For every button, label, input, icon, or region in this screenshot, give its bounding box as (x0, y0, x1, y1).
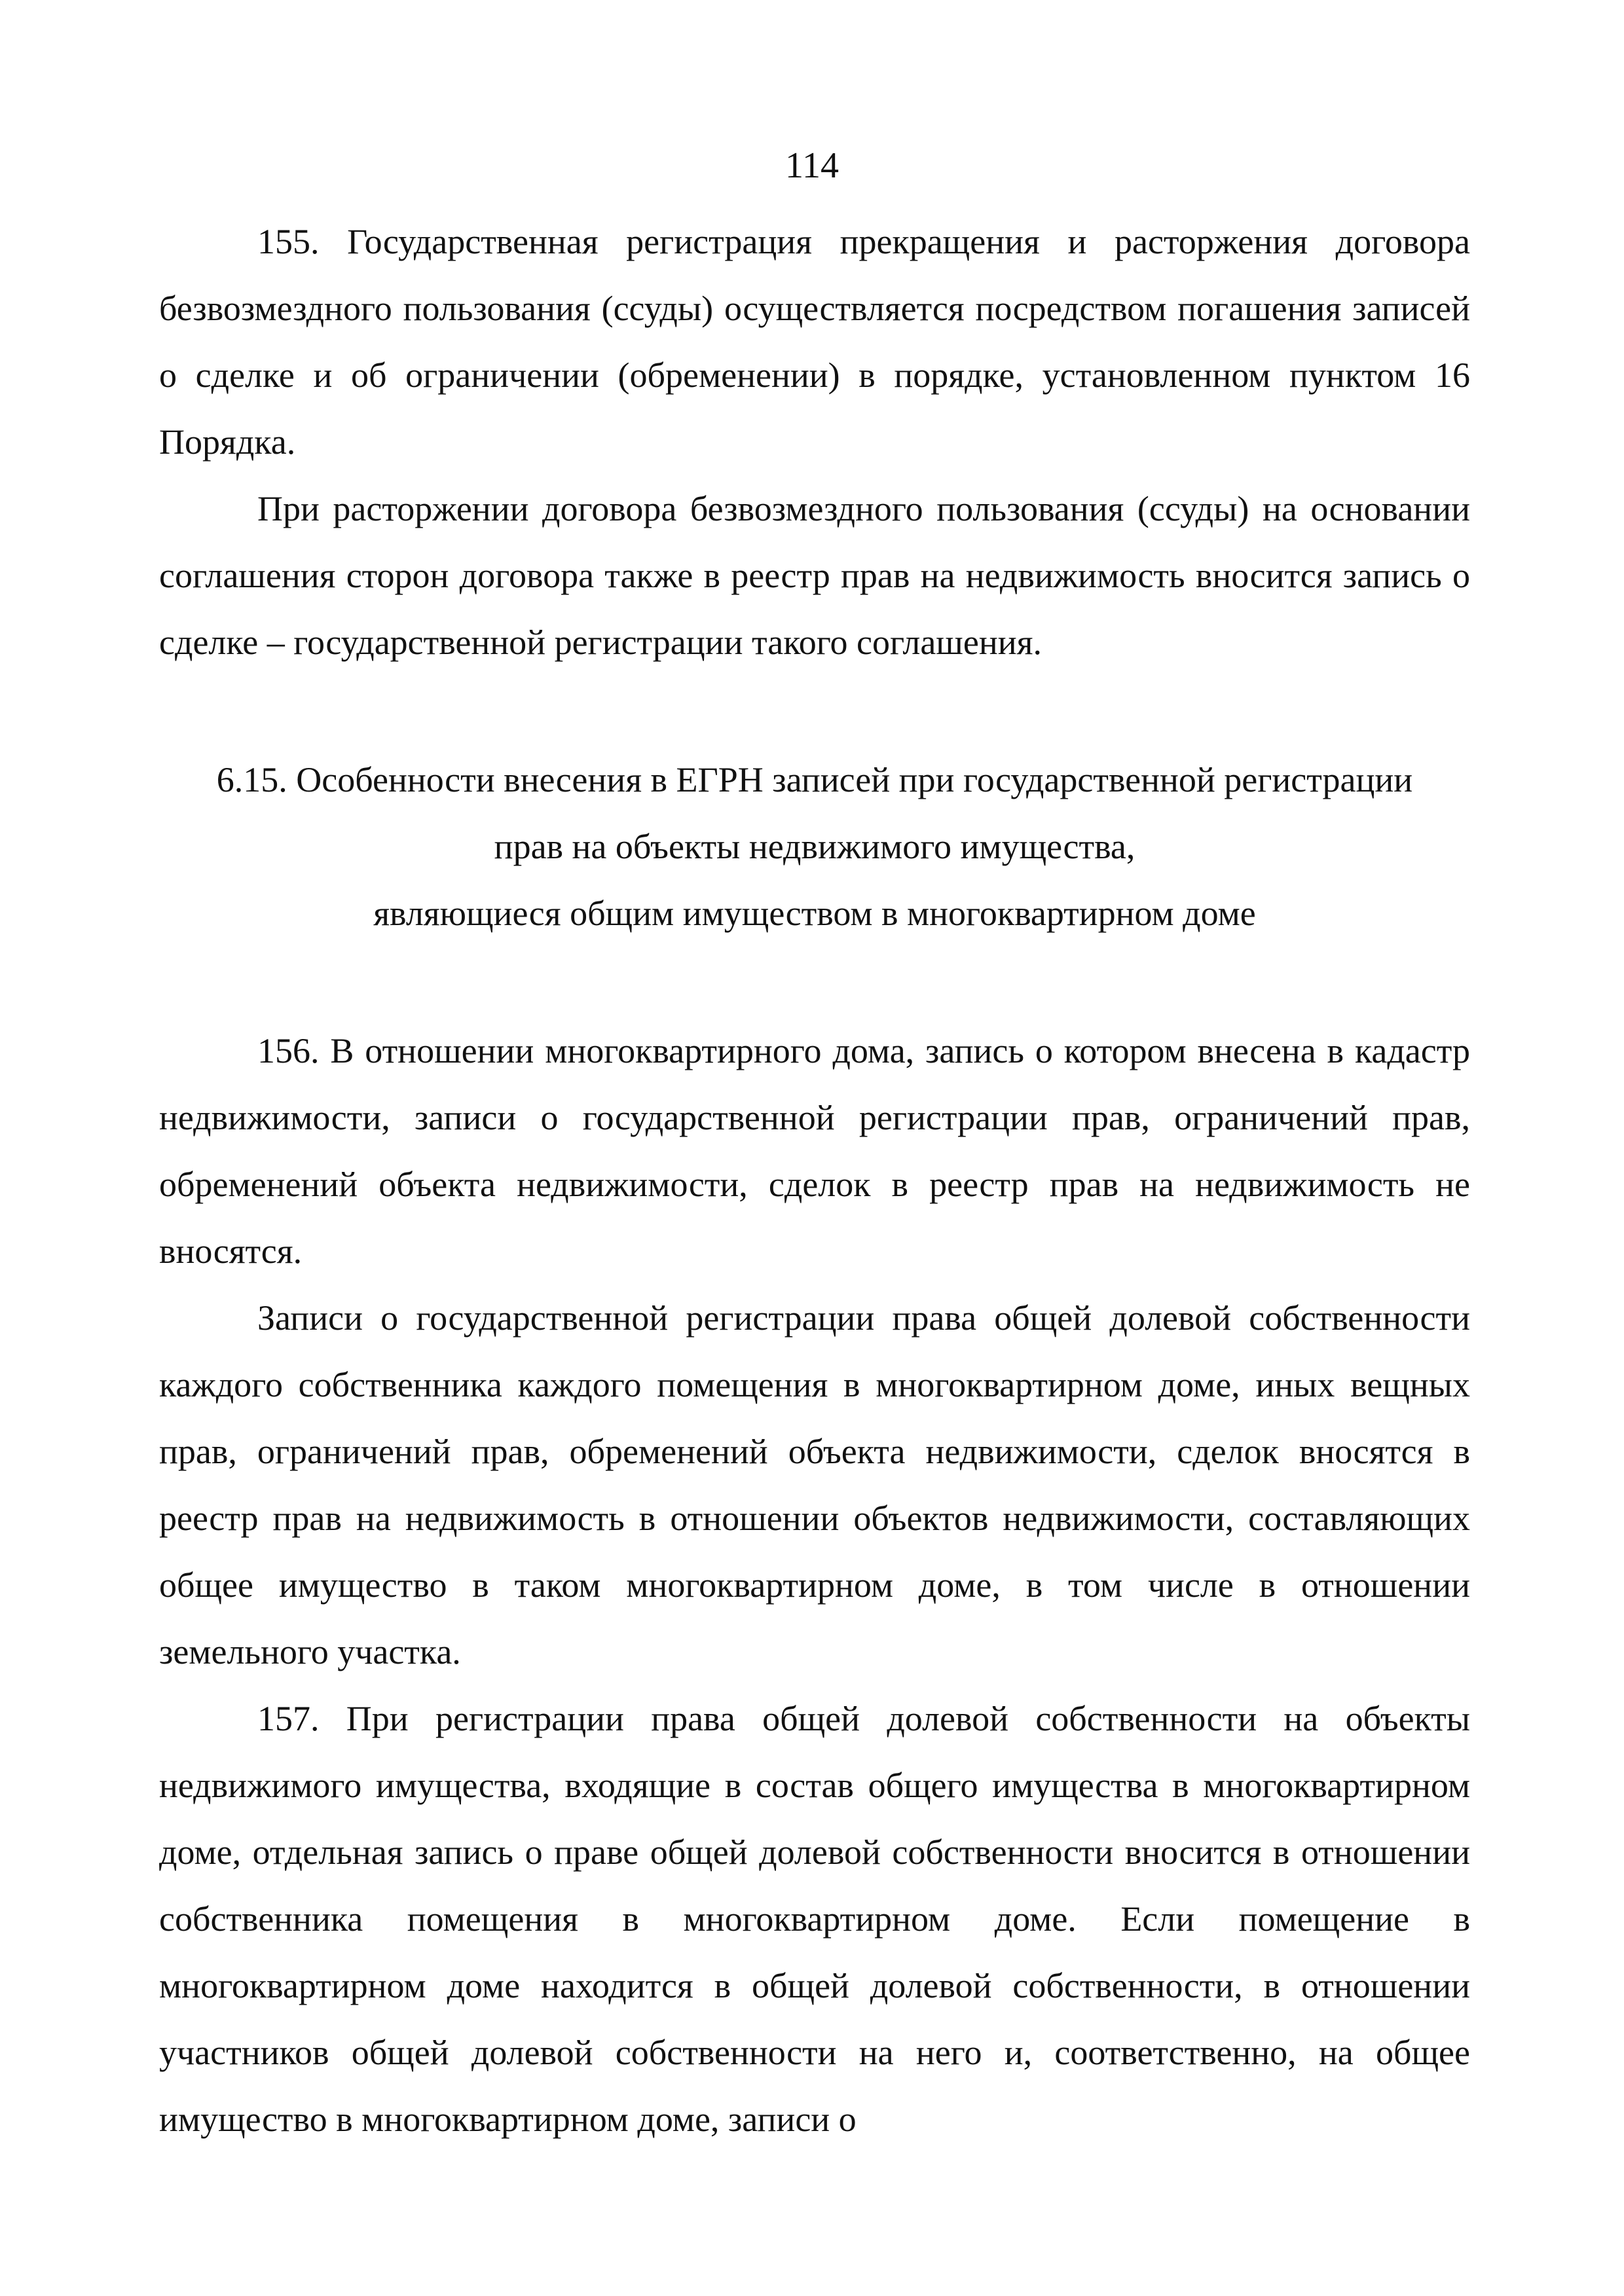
section-heading-line: прав на объекты недвижимого имущества, (494, 827, 1135, 866)
text-column (159, 208, 1470, 2153)
section-heading-6-15 (159, 746, 1470, 947)
paragraph-155: 155. Государственная регистрация прекращения и расторжения договора безвозмездного пользования (ссуды) осуществляется посредством погашения записей о сделке и об ограничении (обременении) в порядке, установленном пунктом 16 Порядка. (159, 222, 1470, 462)
paragraph-157: 157. При регистрации права общей долевой собственности на объекты недвижимого имущества, входящие в состав общего имущества в многоквартирном доме, отдельная запись о праве общей долевой собственности вносится в отношении собственника помещения в многоквартирном доме. Если помещение в многоквартирном доме находится в общей долевой собственности, в отношении участников общей долевой собственности на него и, соответственно, на общее имущество в многоквартирном доме, записи о (159, 1699, 1470, 2139)
paragraph-155-continuation: При расторжении договора безвозмездного пользования (ссуды) на основании соглашения сторон договора также в реестр прав на недвижимость вносится запись о сделке – государственной регистрации такого соглашения. (159, 489, 1470, 662)
page-number: 114 (785, 145, 839, 186)
paragraph-156-continuation: Записи о государственной регистрации права общей долевой собственности каждого собственника каждого помещения в многоквартирном доме, иных вещных прав, ограничений прав, обременений объекта недвижимости, сделок вносятся в реестр прав на недвижимость в отношении объектов недвижимости, составляющих общее имущество в таком многоквартирном доме, в том числе в отношении земельного участка. (159, 1298, 1470, 1671)
paragraph-156: 156. В отношении многоквартирного дома, запись о котором внесена в кадастр недвижимости, записи о государственной регистрации прав, ограничений прав, обременений объекта недвижимости, сделок в реестр прав на недвижимость не вносятся. (159, 1031, 1470, 1271)
section-heading-line: 6.15. Особенности внесения в ЕГРН записей при государственной регистрации (216, 760, 1413, 799)
section-heading-line: являющиеся общим имуществом в многоквартирном доме (373, 894, 1256, 933)
